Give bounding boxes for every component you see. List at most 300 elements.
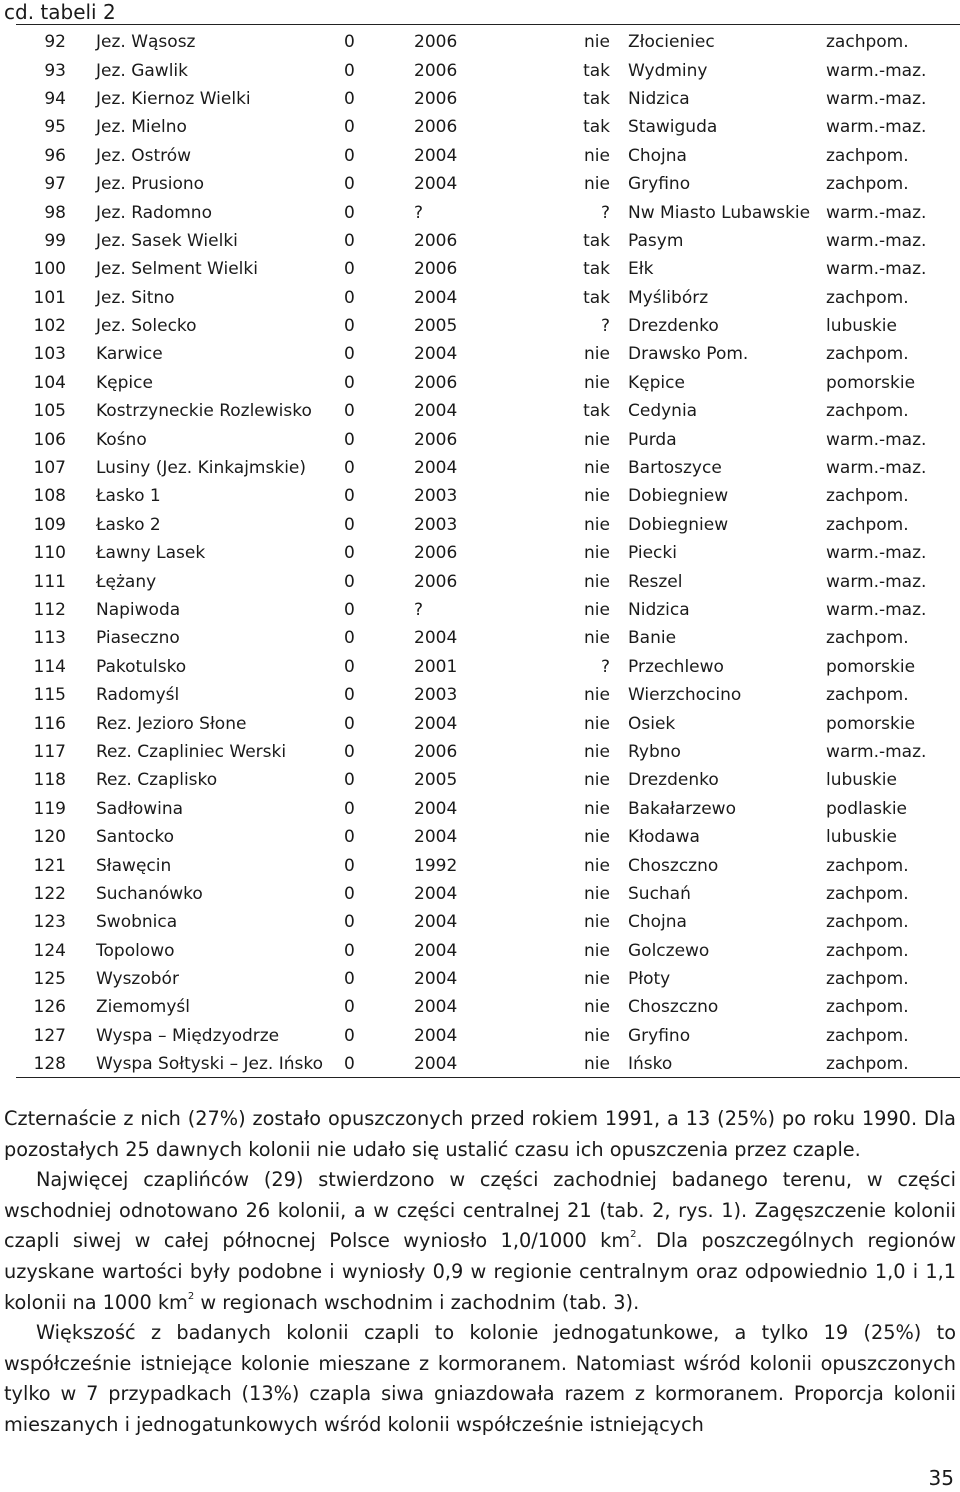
cell-voivodeship: warm.-maz. bbox=[826, 543, 927, 564]
cell-zero-value: 0 bbox=[344, 827, 355, 848]
superscript-km2-a: 2 bbox=[630, 1229, 637, 1241]
cell-row-number: 114 bbox=[33, 656, 66, 677]
cell-locality: Banie bbox=[628, 628, 677, 649]
cell-row-number: 106 bbox=[33, 429, 66, 450]
cell-locality: Pasym bbox=[628, 230, 684, 251]
cell-zero-value: 0 bbox=[344, 174, 355, 195]
cell-status: nie bbox=[584, 372, 610, 393]
cell-colony-name: Radomyśl bbox=[96, 685, 180, 706]
cell-locality: Suchań bbox=[628, 883, 691, 904]
table-row bbox=[18, 880, 956, 908]
cell-year: 2006 bbox=[414, 543, 458, 564]
cell-zero-value: 0 bbox=[344, 117, 355, 138]
cell-status: nie bbox=[584, 997, 610, 1018]
cell-voivodeship: warm.-maz. bbox=[826, 741, 927, 762]
cell-year: 2004 bbox=[414, 912, 458, 933]
cell-voivodeship: zachpom. bbox=[826, 883, 909, 904]
cell-status: nie bbox=[584, 628, 610, 649]
cell-status: nie bbox=[584, 1054, 610, 1075]
cell-status: nie bbox=[584, 940, 610, 961]
table-row bbox=[18, 255, 956, 283]
cell-voivodeship: warm.-maz. bbox=[826, 600, 927, 620]
cell-locality: Gryfino bbox=[628, 1025, 691, 1046]
cell-voivodeship: zachpom. bbox=[826, 401, 909, 422]
cell-zero-value: 0 bbox=[344, 202, 355, 223]
cell-voivodeship: warm.-maz. bbox=[826, 88, 927, 109]
table-row bbox=[18, 937, 956, 965]
cell-colony-name: Jez. Solecko bbox=[96, 316, 197, 337]
table-row bbox=[18, 56, 956, 84]
cell-row-number: 107 bbox=[33, 458, 66, 479]
cell-colony-name: Jez. Sitno bbox=[96, 287, 175, 308]
cell-row-number: 100 bbox=[33, 259, 66, 280]
cell-year: 2003 bbox=[414, 685, 458, 706]
cell-colony-name: Napiwoda bbox=[96, 600, 181, 620]
cell-locality: Piecki bbox=[628, 543, 677, 564]
cell-colony-name: Łasko 1 bbox=[96, 486, 161, 507]
table-row bbox=[18, 681, 956, 709]
cell-colony-name: Wyspa – Międzyodrze bbox=[96, 1025, 280, 1046]
cell-row-number: 125 bbox=[33, 969, 66, 990]
table-row bbox=[18, 511, 956, 539]
cell-status: tak bbox=[583, 117, 610, 138]
cell-zero-value: 0 bbox=[344, 486, 355, 507]
cell-zero-value: 0 bbox=[344, 145, 355, 166]
cell-voivodeship: zachpom. bbox=[826, 969, 909, 990]
cell-row-number: 112 bbox=[33, 600, 66, 620]
cell-zero-value: 0 bbox=[344, 770, 355, 791]
cell-colony-name: Santocko bbox=[96, 827, 175, 848]
cell-year: 2004 bbox=[414, 145, 458, 166]
cell-row-number: 111 bbox=[33, 571, 66, 592]
cell-locality: Drezdenko bbox=[628, 316, 719, 337]
cell-locality: Bakałarzewo bbox=[628, 798, 736, 819]
cell-row-number: 127 bbox=[33, 1025, 66, 1046]
cell-row-number: 104 bbox=[33, 372, 66, 393]
cell-voivodeship: zachpom. bbox=[826, 486, 909, 507]
cell-locality: Ińsko bbox=[628, 1054, 673, 1075]
cell-locality: Chojna bbox=[628, 912, 687, 933]
cell-row-number: 101 bbox=[33, 287, 66, 308]
cell-zero-value: 0 bbox=[344, 88, 355, 109]
cell-status: nie bbox=[584, 1025, 610, 1046]
cell-zero-value: 0 bbox=[344, 60, 355, 81]
cell-voivodeship: zachpom. bbox=[826, 912, 909, 933]
table-bottom-rule bbox=[16, 1077, 960, 1078]
cell-year: 2003 bbox=[414, 514, 458, 535]
cell-row-number: 124 bbox=[33, 940, 66, 961]
cell-colony-name: Sadłowina bbox=[96, 798, 184, 819]
cell-voivodeship: zachpom. bbox=[826, 32, 909, 53]
cell-colony-name: Jez. Wąsosz bbox=[96, 32, 196, 53]
cell-status: nie bbox=[584, 344, 610, 365]
cell-zero-value: 0 bbox=[344, 741, 355, 762]
cell-locality: Myślibórz bbox=[628, 287, 709, 308]
table-row bbox=[18, 965, 956, 993]
cell-row-number: 118 bbox=[33, 770, 66, 791]
cell-status: nie bbox=[584, 458, 610, 479]
cell-row-number: 92 bbox=[44, 32, 66, 53]
cell-colony-name: Swobnica bbox=[96, 912, 178, 933]
cell-status: ? bbox=[600, 656, 610, 677]
paragraph-2-part-b: . Dla poszczególnych regionów uzyskane wartości były podobne i wyniosły 0,9 w regionie centralnym oraz odpowiednio 1,0 i 1,1 kolonii na 1000 km bbox=[4, 1229, 956, 1314]
cell-row-number: 102 bbox=[33, 316, 66, 337]
cell-zero-value: 0 bbox=[344, 940, 355, 961]
cell-year: 2006 bbox=[414, 60, 458, 81]
cell-voivodeship: warm.-maz. bbox=[826, 117, 927, 138]
cell-year: 2004 bbox=[414, 401, 458, 422]
cell-zero-value: 0 bbox=[344, 32, 355, 53]
cell-status: nie bbox=[584, 713, 610, 734]
cell-locality: Wydminy bbox=[628, 60, 708, 81]
cell-zero-value: 0 bbox=[344, 1025, 355, 1046]
cell-locality: Płoty bbox=[628, 969, 671, 990]
cell-zero-value: 0 bbox=[344, 429, 355, 450]
cell-year: 2003 bbox=[414, 486, 458, 507]
table-row bbox=[18, 369, 956, 397]
cell-status: nie bbox=[584, 514, 610, 535]
table-body bbox=[18, 28, 956, 1078]
cell-voivodeship: zachpom. bbox=[826, 344, 909, 365]
cell-locality: Osiek bbox=[628, 713, 676, 734]
table-row bbox=[18, 709, 956, 737]
cell-year: 2006 bbox=[414, 571, 458, 592]
cell-zero-value: 0 bbox=[344, 685, 355, 706]
cell-year: 2004 bbox=[414, 997, 458, 1018]
table-row bbox=[18, 227, 956, 255]
cell-status: nie bbox=[584, 912, 610, 933]
cell-status: nie bbox=[584, 741, 610, 762]
cell-year: 2004 bbox=[414, 1054, 458, 1075]
cell-year: ? bbox=[414, 202, 424, 223]
cell-locality: Purda bbox=[628, 429, 677, 450]
cell-zero-value: 0 bbox=[344, 401, 355, 422]
cell-status: nie bbox=[584, 685, 610, 706]
cell-voivodeship: warm.-maz. bbox=[826, 429, 927, 450]
cell-year: 2006 bbox=[414, 230, 458, 251]
cell-year: 2004 bbox=[414, 1025, 458, 1046]
cell-colony-name: Lusiny (Jez. Kinkajmskie) bbox=[96, 458, 307, 479]
cell-locality: Nidzica bbox=[628, 88, 690, 109]
cell-voivodeship: warm.-maz. bbox=[826, 60, 927, 81]
cell-voivodeship: zachpom. bbox=[826, 855, 909, 876]
cell-voivodeship: lubuskie bbox=[826, 827, 897, 848]
cell-colony-name: Wyszobór bbox=[96, 969, 179, 990]
table-row bbox=[18, 567, 956, 595]
cell-status: tak bbox=[583, 287, 610, 308]
cell-status: nie bbox=[584, 543, 610, 564]
cell-row-number: 97 bbox=[44, 174, 66, 195]
cell-colony-name: Jez. Radomno bbox=[96, 202, 212, 223]
cell-year: 2004 bbox=[414, 458, 458, 479]
cell-row-number: 119 bbox=[33, 798, 66, 819]
table-row bbox=[18, 738, 956, 766]
table-row bbox=[18, 340, 956, 368]
cell-status: nie bbox=[584, 827, 610, 848]
cell-zero-value: 0 bbox=[344, 656, 355, 677]
cell-zero-value: 0 bbox=[344, 1054, 355, 1075]
cell-colony-name: Ziemomyśl bbox=[96, 997, 190, 1018]
cell-status: nie bbox=[584, 571, 610, 592]
cell-status: tak bbox=[583, 88, 610, 109]
cell-row-number: 123 bbox=[33, 912, 66, 933]
cell-locality: Gryfino bbox=[628, 174, 691, 195]
cell-year: 2006 bbox=[414, 117, 458, 138]
cell-voivodeship: zachpom. bbox=[826, 1054, 909, 1075]
cell-locality: Cedynia bbox=[628, 401, 698, 422]
table-row bbox=[18, 312, 956, 340]
cell-status: nie bbox=[584, 174, 610, 195]
cell-status: nie bbox=[584, 969, 610, 990]
cell-row-number: 93 bbox=[44, 60, 66, 81]
cell-year: 2004 bbox=[414, 798, 458, 819]
cell-zero-value: 0 bbox=[344, 628, 355, 649]
table-row bbox=[18, 397, 956, 425]
paragraph-2 bbox=[4, 1165, 956, 1318]
cell-year: 2004 bbox=[414, 174, 458, 195]
cell-zero-value: 0 bbox=[344, 571, 355, 592]
table-row bbox=[18, 170, 956, 198]
table-row bbox=[18, 1022, 956, 1050]
table-row bbox=[18, 425, 956, 453]
cell-year: 2006 bbox=[414, 372, 458, 393]
cell-status: nie bbox=[584, 600, 610, 620]
cell-colony-name: Topolowo bbox=[96, 940, 175, 961]
cell-colony-name: Wyspa Sołtyski – Jez. Ińsko bbox=[96, 1054, 324, 1075]
cell-locality: Dobiegniew bbox=[628, 514, 729, 535]
table-row bbox=[18, 851, 956, 879]
table-row bbox=[18, 198, 956, 226]
cell-zero-value: 0 bbox=[344, 344, 355, 365]
cell-colony-name: Łasko 2 bbox=[96, 514, 161, 535]
cell-year: 2004 bbox=[414, 827, 458, 848]
cell-voivodeship: zachpom. bbox=[826, 685, 909, 706]
cell-row-number: 110 bbox=[33, 543, 66, 564]
paragraph-2-part-c: w regionach wschodnim i zachodnim (tab. 3). bbox=[194, 1290, 640, 1314]
cell-locality: Nidzica bbox=[628, 600, 690, 620]
cell-locality: Drezdenko bbox=[628, 770, 719, 791]
cell-row-number: 103 bbox=[33, 344, 66, 365]
cell-row-number: 117 bbox=[33, 741, 66, 762]
cell-zero-value: 0 bbox=[344, 798, 355, 819]
cell-status: tak bbox=[583, 401, 610, 422]
cell-voivodeship: zachpom. bbox=[826, 1025, 909, 1046]
cell-locality: Choszczno bbox=[628, 997, 719, 1018]
table-row bbox=[18, 795, 956, 823]
cell-locality: Stawiguda bbox=[628, 117, 718, 138]
cell-voivodeship: lubuskie bbox=[826, 770, 897, 791]
paragraph-3: Większość z badanych kolonii czapli to kolonie jednogatunkowe, a tylko 19 (25%) to współcześnie istniejące kolonie mieszane z kormoranem. Natomiast wśród kolonii opuszczonych tylko w 7 przypadkach (13%) czapla siwa gniazdowała razem z kormoranem. Proporcja kolonii mieszanych i jednogatunkowych wśród kolonii współcześnie istniejących bbox=[4, 1321, 956, 1436]
cell-voivodeship: pomorskie bbox=[826, 372, 916, 393]
cell-year: 2004 bbox=[414, 344, 458, 365]
cell-colony-name: Jez. Selment Wielki bbox=[96, 259, 258, 280]
cell-row-number: 115 bbox=[33, 685, 66, 706]
cell-zero-value: 0 bbox=[344, 997, 355, 1018]
table-caption: cd. tabeli 2 bbox=[4, 0, 116, 24]
cell-voivodeship: zachpom. bbox=[826, 514, 909, 535]
cell-voivodeship: pomorskie bbox=[826, 713, 916, 734]
table-row bbox=[18, 823, 956, 851]
cell-status: nie bbox=[584, 798, 610, 819]
cell-colony-name: Ławny Lasek bbox=[96, 543, 206, 564]
cell-zero-value: 0 bbox=[344, 883, 355, 904]
cell-status: tak bbox=[583, 60, 610, 81]
table-row bbox=[18, 596, 956, 624]
cell-colony-name: Piaseczno bbox=[96, 628, 180, 649]
cell-zero-value: 0 bbox=[344, 259, 355, 280]
cell-voivodeship: warm.-maz. bbox=[826, 259, 927, 280]
cell-status: nie bbox=[584, 770, 610, 791]
cell-status: nie bbox=[584, 486, 610, 507]
table-row bbox=[18, 482, 956, 510]
cell-colony-name: Jez. Ostrów bbox=[96, 145, 192, 166]
cell-zero-value: 0 bbox=[344, 543, 355, 564]
cell-status: tak bbox=[583, 259, 610, 280]
cell-voivodeship: zachpom. bbox=[826, 145, 909, 166]
table-row bbox=[18, 142, 956, 170]
cell-locality: Drawsko Pom. bbox=[628, 344, 749, 365]
cell-zero-value: 0 bbox=[344, 287, 355, 308]
paragraph-2-part-a: Najwięcej czaplińców (29) stwierdzono w części zachodniej badanego terenu, w części wschodniej odnotowano 26 kolonii, a w części centralnej 21 (tab. 2, rys. 1). Zagęszczenie kolonii czapli siwej w całej północnej Polsce wyniosło 1,0/1000 km bbox=[4, 1168, 956, 1253]
table-row bbox=[18, 624, 956, 652]
cell-zero-value: 0 bbox=[344, 514, 355, 535]
cell-locality: Reszel bbox=[628, 571, 683, 592]
cell-locality: Choszczno bbox=[628, 855, 719, 876]
table-row bbox=[18, 908, 956, 936]
cell-status: nie bbox=[584, 855, 610, 876]
table-row bbox=[18, 28, 956, 56]
table-row bbox=[18, 766, 956, 794]
cell-zero-value: 0 bbox=[344, 713, 355, 734]
cell-zero-value: 0 bbox=[344, 912, 355, 933]
cell-status: ? bbox=[600, 316, 610, 337]
paragraph-1: Czternaście z nich (27%) zostało opuszczonych przed rokiem 1991, a 13 (25%) po roku 1990. Dla pozostałych 25 dawnych kolonii nie udało się ustalić czasu ich opuszczenia przez czaple. bbox=[4, 1107, 956, 1161]
cell-voivodeship: lubuskie bbox=[826, 316, 897, 337]
cell-row-number: 128 bbox=[33, 1054, 66, 1075]
cell-voivodeship: warm.-maz. bbox=[826, 202, 927, 223]
cell-voivodeship: zachpom. bbox=[826, 628, 909, 649]
cell-row-number: 109 bbox=[33, 514, 66, 535]
cell-row-number: 95 bbox=[44, 117, 66, 138]
cell-year: 2004 bbox=[414, 287, 458, 308]
cell-locality: Kłodawa bbox=[628, 827, 700, 848]
body-text bbox=[4, 1104, 956, 1441]
cell-colony-name: Jez. Sasek Wielki bbox=[96, 230, 238, 251]
colonies-table bbox=[18, 28, 956, 1078]
cell-colony-name: Sławęcin bbox=[96, 855, 172, 876]
cell-year: 2004 bbox=[414, 883, 458, 904]
cell-locality: Rybno bbox=[628, 741, 681, 762]
cell-locality: Złocieniec bbox=[628, 32, 715, 53]
cell-voivodeship: zachpom. bbox=[826, 287, 909, 308]
cell-row-number: 113 bbox=[33, 628, 66, 649]
cell-row-number: 98 bbox=[44, 202, 66, 223]
cell-colony-name: Rez. Jezioro Słone bbox=[96, 713, 247, 734]
cell-colony-name: Rez. Czaplisko bbox=[96, 770, 218, 791]
cell-row-number: 94 bbox=[44, 88, 66, 109]
cell-year: 2005 bbox=[414, 316, 458, 337]
cell-row-number: 96 bbox=[44, 145, 66, 166]
cell-locality: Dobiegniew bbox=[628, 486, 729, 507]
cell-colony-name: Jez. Kiernoz Wielki bbox=[96, 88, 251, 109]
cell-locality: Chojna bbox=[628, 145, 687, 166]
cell-voivodeship: pomorskie bbox=[826, 656, 916, 677]
cell-row-number: 120 bbox=[33, 827, 66, 848]
superscript-km2-b: 2 bbox=[187, 1290, 195, 1302]
page-number: 35 bbox=[928, 1466, 954, 1490]
table-row bbox=[18, 1050, 956, 1078]
cell-year: 2006 bbox=[414, 741, 458, 762]
cell-row-number: 108 bbox=[33, 486, 66, 507]
table-top-rule bbox=[16, 24, 960, 25]
cell-status: nie bbox=[584, 145, 610, 166]
cell-status: ? bbox=[600, 202, 610, 223]
table-row bbox=[18, 454, 956, 482]
cell-year: 2006 bbox=[414, 32, 458, 53]
cell-locality: Kępice bbox=[628, 372, 685, 393]
cell-year: 2006 bbox=[414, 88, 458, 109]
cell-row-number: 105 bbox=[33, 401, 66, 422]
cell-zero-value: 0 bbox=[344, 230, 355, 251]
cell-voivodeship: warm.-maz. bbox=[826, 458, 927, 479]
cell-voivodeship: warm.-maz. bbox=[826, 571, 927, 592]
cell-row-number: 122 bbox=[33, 883, 66, 904]
cell-locality: Golczewo bbox=[628, 940, 710, 961]
cell-status: nie bbox=[584, 429, 610, 450]
cell-colony-name: Karwice bbox=[96, 344, 163, 365]
cell-year: 1992 bbox=[414, 855, 458, 876]
table-row bbox=[18, 653, 956, 681]
cell-colony-name: Kępice bbox=[96, 372, 153, 393]
cell-zero-value: 0 bbox=[344, 600, 355, 620]
cell-zero-value: 0 bbox=[344, 458, 355, 479]
table-row bbox=[18, 993, 956, 1021]
cell-zero-value: 0 bbox=[344, 372, 355, 393]
cell-colony-name: Jez. Prusiono bbox=[96, 174, 205, 195]
cell-year: 2004 bbox=[414, 969, 458, 990]
cell-year: 2004 bbox=[414, 940, 458, 961]
cell-locality: Przechlewo bbox=[628, 656, 724, 677]
cell-locality: Bartoszyce bbox=[628, 458, 722, 479]
table-row bbox=[18, 539, 956, 567]
cell-status: nie bbox=[584, 32, 610, 53]
cell-voivodeship: zachpom. bbox=[826, 940, 909, 961]
cell-year: 2001 bbox=[414, 656, 458, 677]
cell-year: 2004 bbox=[414, 628, 458, 649]
cell-colony-name: Kostrzyneckie Rozlewisko bbox=[96, 401, 312, 422]
cell-year: 2005 bbox=[414, 770, 458, 791]
cell-year: ? bbox=[414, 600, 424, 620]
cell-locality: Nw Miasto Lubawskie bbox=[628, 202, 811, 223]
table-row bbox=[18, 113, 956, 141]
cell-year: 2006 bbox=[414, 259, 458, 280]
table-row bbox=[18, 284, 956, 312]
cell-voivodeship: podlaskie bbox=[826, 798, 908, 819]
cell-colony-name: Pakotulsko bbox=[96, 656, 187, 677]
cell-voivodeship: warm.-maz. bbox=[826, 230, 927, 251]
cell-zero-value: 0 bbox=[344, 855, 355, 876]
cell-zero-value: 0 bbox=[344, 316, 355, 337]
cell-row-number: 99 bbox=[44, 230, 66, 251]
cell-colony-name: Jez. Mielno bbox=[96, 117, 187, 138]
cell-row-number: 126 bbox=[33, 997, 66, 1018]
cell-locality: Wierzchocino bbox=[628, 685, 742, 706]
cell-status: tak bbox=[583, 230, 610, 251]
cell-locality: Ełk bbox=[628, 259, 654, 280]
cell-row-number: 116 bbox=[33, 713, 66, 734]
cell-colony-name: Łężany bbox=[96, 571, 157, 592]
cell-colony-name: Kośno bbox=[96, 429, 147, 450]
